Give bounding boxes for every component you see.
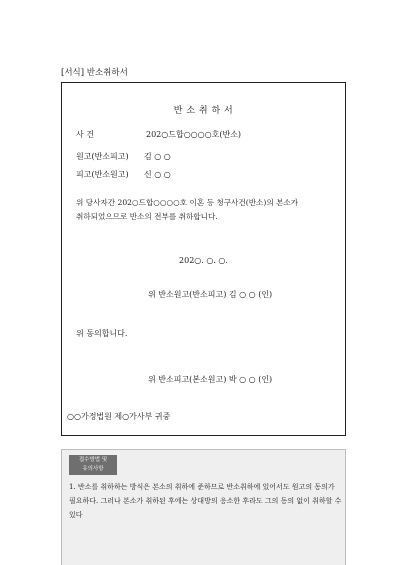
defendant-label: 피고(반소원고) — [76, 170, 129, 179]
notes-tag-line1: 접수방법 및 — [78, 457, 108, 463]
form-heading: [서식] 반소취하서 — [61, 68, 128, 78]
court-addressee: ○○가정법원 제○가사부 귀중 — [67, 412, 171, 421]
withdrawal-statement: 위 당사자간 202○드합○○○○호 이혼 등 청구사건(반소)의 본소가 취하되었으므로 반소의 전부를 취하합니다. — [76, 198, 299, 221]
notes-panel — [61, 449, 346, 565]
defendant-name: 신 ○ ○ — [144, 170, 171, 179]
plaintiff-label: 원고(반소피고) — [76, 152, 129, 161]
case-label: 사 건 — [76, 130, 94, 139]
notes-tag — [69, 455, 117, 475]
withdrawal-form — [61, 82, 346, 436]
defendant-signature-line: 위 반소피고(본소원고) 박 ○ ○ (인) — [148, 375, 273, 384]
filing-date: 202○. ○. ○. — [179, 256, 228, 265]
plaintiff-name: 김 ○ ○ — [144, 152, 171, 161]
notes-tag-line2: 유의사항 — [82, 466, 104, 472]
form-title: 반 소 취 하 서 — [173, 106, 234, 116]
case-value: 202○드합○○○○호(반소) — [146, 130, 242, 139]
plaintiff-signature-line: 위 반소원고(반소피고) 김 ○ ○ (인) — [148, 290, 273, 299]
consent-statement: 위 동의합니다. — [76, 329, 128, 338]
notes-text: 1. 반소를 취하하는 방식은 본소의 취하에 준하므로 반소취하에 있어서도 원고의 동의가 필요하다. 그러나 본소가 취하된 후에는 상대방의 응소한 후라도 그의 동의 없이 취하할 수 있다 — [69, 483, 342, 519]
